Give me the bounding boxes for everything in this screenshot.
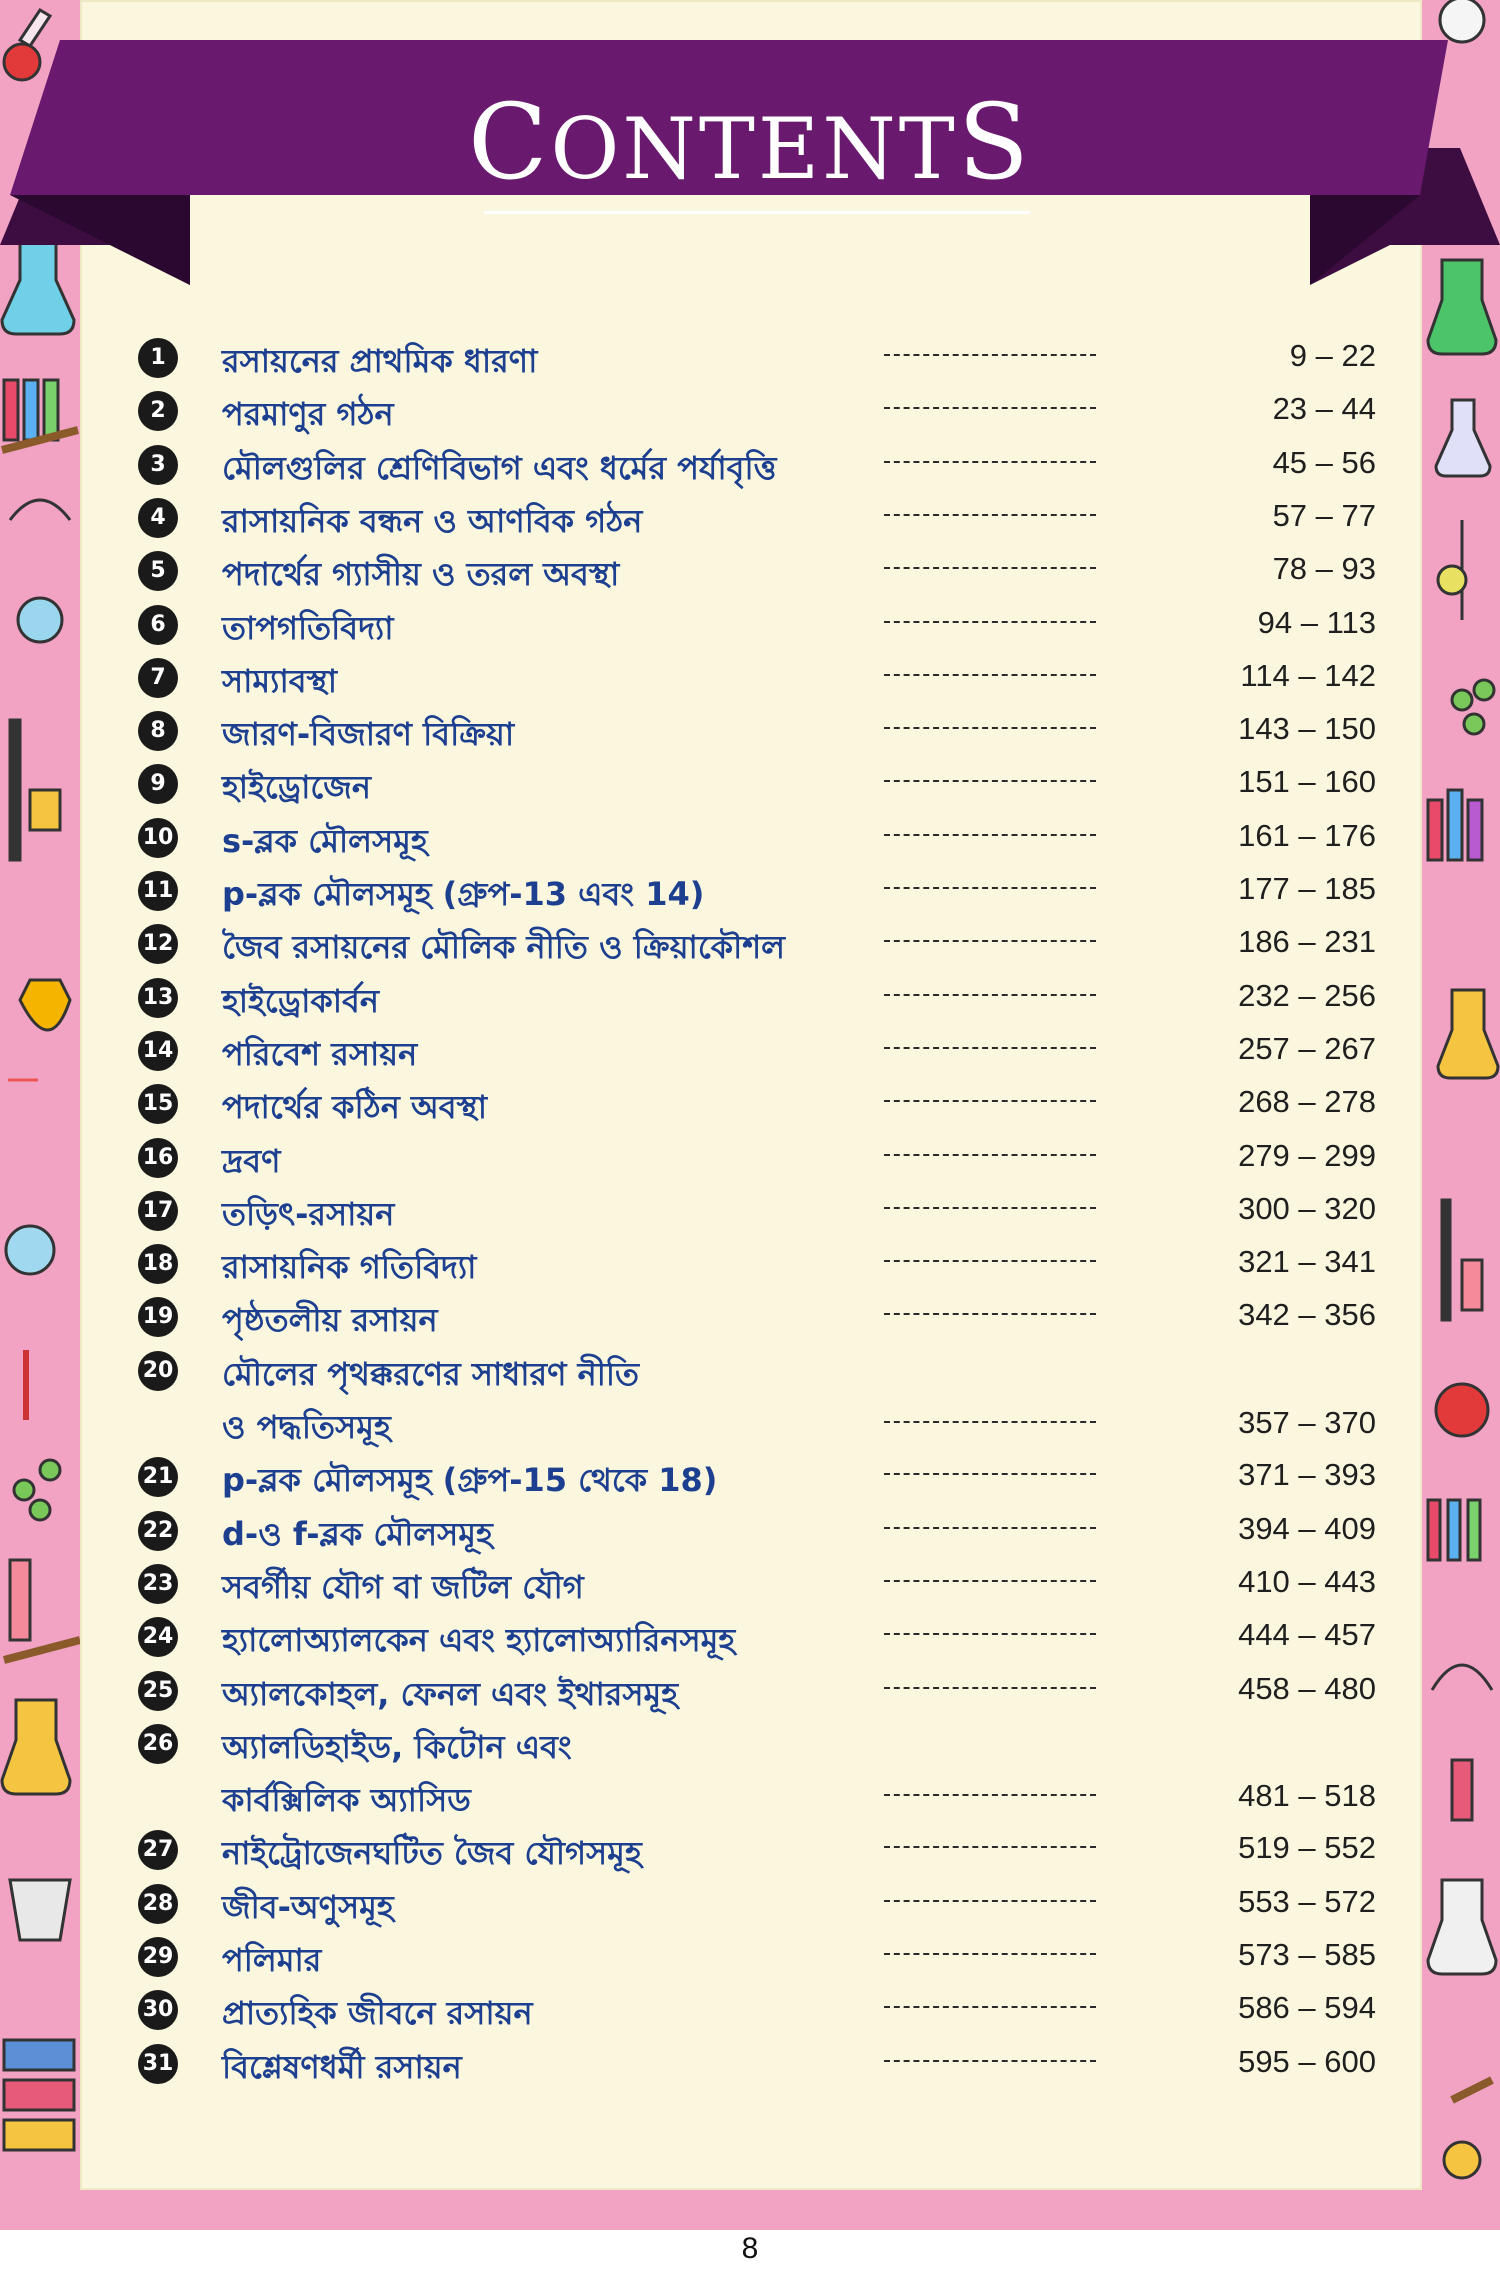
toc-entry bbox=[136, 974, 1376, 1022]
chapter-title: সবর্গীয় যৌগ বা জটিল যৌগ bbox=[222, 1567, 584, 1606]
page-range: 586 – 594 bbox=[1238, 1990, 1376, 2026]
leader-dashes bbox=[884, 1421, 1096, 1423]
leader-dashes bbox=[884, 834, 1096, 836]
chapter-title: তড়িৎ-রসায়ন bbox=[222, 1194, 395, 1233]
lab-equipment-illustrations bbox=[0, 0, 80, 2230]
chapter-number-badge: 1 bbox=[138, 338, 178, 378]
toc-entry bbox=[136, 601, 1376, 649]
chapter-number-badge: 6 bbox=[138, 605, 178, 645]
toc-entry bbox=[136, 1613, 1376, 1661]
page-range: 342 – 356 bbox=[1238, 1297, 1376, 1333]
page-range: 78 – 93 bbox=[1272, 551, 1376, 587]
toc-entry bbox=[136, 867, 1376, 915]
leader-dashes bbox=[884, 1846, 1096, 1848]
leader-dashes bbox=[884, 1047, 1096, 1049]
leader-dashes bbox=[884, 1527, 1096, 1529]
page-range: 257 – 267 bbox=[1238, 1030, 1376, 1066]
chapter-title: নাইট্রোজেনঘটিত জৈব যৌগসমূহ bbox=[222, 1834, 642, 1873]
chapter-number-badge: 8 bbox=[138, 711, 178, 751]
toc-entry bbox=[136, 1347, 1376, 1446]
chapter-number-badge: 13 bbox=[138, 978, 178, 1018]
page-range: 23 – 44 bbox=[1272, 391, 1376, 427]
leader-dashes bbox=[884, 514, 1096, 516]
toc-entry bbox=[136, 1134, 1376, 1182]
toc-entry bbox=[136, 1453, 1376, 1501]
chapter-title: পদার্থের গ্যাসীয় ও তরল অবস্থা bbox=[222, 555, 620, 594]
chapter-number-badge: 23 bbox=[138, 1564, 178, 1604]
page-range: 9 – 22 bbox=[1289, 338, 1376, 373]
toc-entry bbox=[136, 1080, 1376, 1128]
page-range: 94 – 113 bbox=[1257, 604, 1376, 640]
leader-dashes bbox=[884, 461, 1096, 463]
chapter-title: p-ব্লক মৌলসমূহ (গ্রুপ-13 এবং 14) bbox=[222, 875, 705, 913]
leader-dashes bbox=[884, 1207, 1096, 1209]
leader-dashes bbox=[884, 621, 1096, 623]
chapter-number-badge: 19 bbox=[138, 1297, 178, 1337]
toc-entry bbox=[136, 387, 1376, 435]
lab-equipment-illustrations bbox=[1422, 0, 1500, 2230]
leader-dashes bbox=[884, 994, 1096, 996]
chapter-title: p-ব্লক মৌলসমূহ (গ্রুপ-15 থেকে 18) bbox=[222, 1461, 718, 1500]
chapter-number-badge: 12 bbox=[138, 924, 178, 964]
page-range: 151 – 160 bbox=[1238, 764, 1376, 800]
chapter-title: জারণ-বিজারণ বিক্রিয়া bbox=[222, 715, 515, 754]
leader-dashes bbox=[884, 674, 1096, 676]
page-range: 519 – 552 bbox=[1238, 1830, 1376, 1866]
chapter-number-badge: 5 bbox=[138, 551, 178, 591]
page-range: 300 – 320 bbox=[1238, 1190, 1376, 1226]
chapter-title: পলিমার bbox=[222, 1941, 322, 1979]
toc-entry bbox=[136, 814, 1376, 862]
chapter-number-badge: 21 bbox=[138, 1457, 178, 1497]
leader-dashes bbox=[884, 354, 1096, 356]
right-decorative-strip bbox=[1422, 0, 1500, 2230]
leader-dashes bbox=[884, 727, 1096, 729]
leader-dashes bbox=[884, 1687, 1096, 1689]
page-range: 481 – 518 bbox=[1238, 1777, 1376, 1813]
chapter-number-badge: 9 bbox=[138, 764, 178, 804]
toc-entry bbox=[136, 1880, 1376, 1928]
toc-entry bbox=[136, 547, 1376, 595]
chapter-title: রাসায়নিক গতিবিদ্যা bbox=[222, 1248, 477, 1287]
toc-entry bbox=[136, 1667, 1376, 1715]
chapter-title: দ্রবণ bbox=[222, 1141, 281, 1180]
page-range: 444 – 457 bbox=[1238, 1617, 1376, 1653]
chapter-title: পরমাণুর গঠন bbox=[222, 395, 394, 434]
chapter-title: হাইড্রোজেন bbox=[222, 768, 371, 807]
chapter-title: হ্যালোঅ্যালকেন এবং হ্যালোঅ্যারিনসমূহ bbox=[222, 1621, 736, 1660]
chapter-title: s-ব্লক মৌলসমূহ bbox=[222, 821, 428, 860]
toc-entry bbox=[136, 1720, 1376, 1819]
page-number: 8 bbox=[741, 2232, 759, 2265]
page-title: CONTENTS bbox=[467, 81, 1033, 203]
toc-entry bbox=[136, 1027, 1376, 1075]
chapter-number-badge: 7 bbox=[138, 658, 178, 698]
leader-dashes bbox=[884, 1794, 1096, 1796]
toc-entry bbox=[136, 1507, 1376, 1555]
page-range: 177 – 185 bbox=[1238, 871, 1376, 906]
chapter-number-badge: 3 bbox=[138, 445, 178, 485]
page-range: 57 – 77 bbox=[1272, 497, 1376, 533]
page-range: 595 – 600 bbox=[1238, 2043, 1376, 2079]
page-range: 279 – 299 bbox=[1238, 1137, 1376, 1173]
leader-dashes bbox=[884, 2006, 1096, 2008]
toc-entry bbox=[136, 1560, 1376, 1608]
chapter-number-badge: 4 bbox=[138, 498, 178, 538]
toc-entry bbox=[136, 1187, 1376, 1235]
toc-entry bbox=[136, 334, 1376, 382]
toc-entry bbox=[136, 654, 1376, 702]
page-range: 371 – 393 bbox=[1238, 1457, 1376, 1493]
page-range: 357 – 370 bbox=[1238, 1404, 1376, 1440]
left-decorative-strip bbox=[0, 0, 80, 2230]
chapter-title: মৌলের পৃথক্করণের সাধারণ নীতি bbox=[222, 1354, 640, 1393]
chapter-title: পরিবেশ রসায়ন bbox=[222, 1034, 418, 1073]
leader-dashes bbox=[884, 1260, 1096, 1262]
chapter-number-badge: 27 bbox=[138, 1830, 178, 1870]
leader-dashes bbox=[884, 567, 1096, 569]
page-range: 458 – 480 bbox=[1238, 1670, 1376, 1706]
chapter-title: সাম্যাবস্থা bbox=[222, 661, 338, 700]
chapter-number-badge: 26 bbox=[138, 1724, 178, 1764]
toc-entry bbox=[136, 441, 1376, 489]
page-range: 45 – 56 bbox=[1272, 444, 1376, 480]
chapter-number-badge: 22 bbox=[138, 1511, 178, 1551]
chapter-title: অ্যালডিহাইড, কিটোন এবং bbox=[222, 1727, 572, 1766]
chapter-title: পৃষ্ঠতলীয় রসায়ন bbox=[222, 1301, 438, 1340]
chapter-title: অ্যালকোহল, ফেনল এবং ইথারসমূহ bbox=[222, 1674, 679, 1713]
chapter-number-badge: 25 bbox=[138, 1671, 178, 1711]
toc-entry bbox=[136, 1240, 1376, 1288]
chapter-title: বিশ্লেষণধর্মী রসায়ন bbox=[222, 2047, 462, 2086]
toc-entry bbox=[136, 707, 1376, 755]
chapter-title: তাপগতিবিদ্যা bbox=[222, 608, 394, 647]
page-range: 553 – 572 bbox=[1238, 1883, 1376, 1919]
leader-dashes bbox=[884, 1473, 1096, 1475]
chapter-number-badge: 10 bbox=[138, 818, 178, 858]
page-range: 410 – 443 bbox=[1238, 1563, 1376, 1599]
chapter-number-badge: 30 bbox=[138, 1990, 178, 2030]
page-range: 268 – 278 bbox=[1238, 1084, 1376, 1120]
leader-dashes bbox=[884, 1100, 1096, 1102]
leader-dashes bbox=[884, 1900, 1096, 1902]
chapter-number-badge: 17 bbox=[138, 1191, 178, 1231]
chapter-number-badge: 28 bbox=[138, 1884, 178, 1924]
leader-dashes bbox=[884, 2060, 1096, 2062]
toc-entry bbox=[136, 920, 1376, 968]
chapter-title: জৈব রসায়নের মৌলিক নীতি ও ক্রিয়াকৌশল bbox=[222, 928, 785, 967]
bottom-border bbox=[80, 2190, 1422, 2230]
toc-entry bbox=[136, 494, 1376, 542]
page-range: 232 – 256 bbox=[1238, 977, 1376, 1013]
chapter-number-badge: 11 bbox=[138, 871, 178, 911]
chapter-number-badge: 24 bbox=[138, 1617, 178, 1657]
page-range: 394 – 409 bbox=[1238, 1510, 1376, 1546]
chapter-title: রাসায়নিক বন্ধন ও আণবিক গঠন bbox=[222, 501, 643, 540]
leader-dashes bbox=[884, 407, 1096, 409]
leader-dashes bbox=[884, 1313, 1096, 1315]
toc-entry bbox=[136, 2040, 1376, 2088]
chapter-number-badge: 2 bbox=[138, 391, 178, 431]
page-range: 321 – 341 bbox=[1238, 1244, 1376, 1280]
chapter-title: মৌলগুলির শ্রেণিবিভাগ এবং ধর্মের পর্যাবৃত্তি bbox=[222, 448, 777, 487]
chapter-title: পদার্থের কঠিন অবস্থা bbox=[222, 1088, 488, 1127]
page-range: 114 – 142 bbox=[1240, 657, 1376, 693]
chapter-number-badge: 18 bbox=[138, 1244, 178, 1284]
leader-dashes bbox=[884, 1154, 1096, 1156]
chapter-number-badge: 31 bbox=[138, 2044, 178, 2084]
chapter-title: প্রাত্যহিক জীবনে রসায়ন bbox=[222, 1994, 533, 2033]
leader-dashes bbox=[884, 940, 1096, 942]
chapter-title: রসায়নের প্রাথমিক ধারণা bbox=[222, 342, 538, 380]
toc-entry bbox=[136, 1986, 1376, 2034]
chapter-number-badge: 14 bbox=[138, 1031, 178, 1071]
page-range: 573 – 585 bbox=[1238, 1937, 1376, 1972]
leader-dashes bbox=[884, 1953, 1096, 1955]
chapter-number-badge: 29 bbox=[138, 1937, 178, 1977]
chapter-number-badge: 15 bbox=[138, 1084, 178, 1124]
chapter-title: জীব-অণুসমূহ bbox=[222, 1887, 394, 1926]
page-range: 143 – 150 bbox=[1238, 711, 1376, 747]
page-range: 186 – 231 bbox=[1238, 924, 1376, 960]
chapter-title: হাইড্রোকার্বন bbox=[222, 981, 379, 1020]
leader-dashes bbox=[884, 887, 1096, 889]
chapter-number-badge: 20 bbox=[138, 1351, 178, 1391]
page-range: 161 – 176 bbox=[1238, 817, 1376, 853]
leader-dashes bbox=[884, 780, 1096, 782]
toc-entry bbox=[136, 1826, 1376, 1874]
toc-entry bbox=[136, 1293, 1376, 1341]
leader-dashes bbox=[884, 1633, 1096, 1635]
title-underline bbox=[484, 211, 1030, 214]
leader-dashes bbox=[884, 1580, 1096, 1582]
toc-entry bbox=[136, 760, 1376, 808]
chapter-title-continued: ও পদ্ধতিসমূহ bbox=[222, 1407, 391, 1446]
header-ribbon bbox=[0, 40, 1500, 300]
toc-entry bbox=[136, 1933, 1376, 1981]
chapter-number-badge: 16 bbox=[138, 1138, 178, 1178]
chapter-title: d-ও f-ব্লক মৌলসমূহ bbox=[222, 1514, 493, 1553]
chapter-title-continued: কার্বক্সিলিক অ্যাসিড bbox=[222, 1780, 471, 1819]
